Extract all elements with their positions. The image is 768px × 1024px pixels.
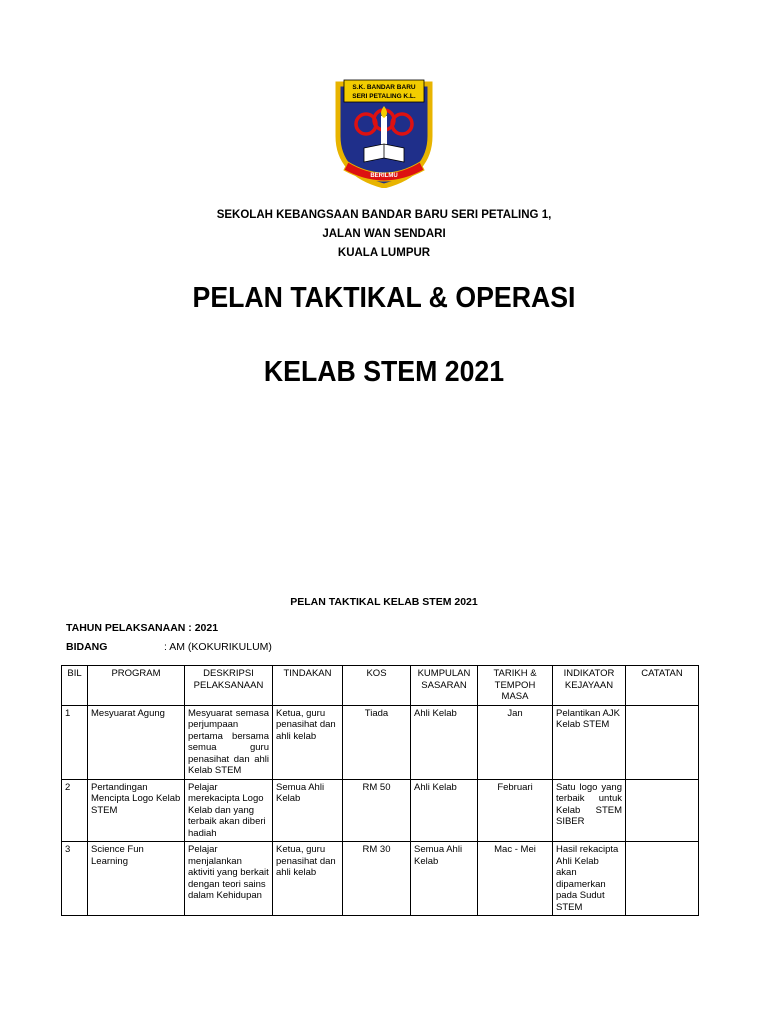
table-cell: Ahli Kelab — [411, 705, 478, 779]
table-row — [62, 779, 699, 842]
column-header: TARIKH & TEMPOH MASA — [478, 666, 553, 706]
table-cell: Ketua, guru penasihat dan ahli kelab — [273, 842, 343, 916]
table-cell: Science Fun Learning — [88, 842, 185, 916]
school-address — [0, 206, 768, 263]
column-header: CATATAN — [626, 666, 699, 706]
table-cell: Satu logo yang terbaik untuk Kelab STEM SIBER — [553, 779, 626, 842]
table-cell: Semua Ahli Kelab — [273, 779, 343, 842]
table-row — [62, 842, 699, 916]
table-cell: Pelajar merekacipta Logo Kelab dan yang terbaik akan diberi hadiah — [185, 779, 273, 842]
table-cell: Pelantikan AJK Kelab STEM — [553, 705, 626, 779]
column-header: KUMPULAN SASARAN — [411, 666, 478, 706]
svg-text:SERI PETALING K.L.: SERI PETALING K.L. — [352, 93, 416, 100]
table-cell: Semua Ahli Kelab — [411, 842, 478, 916]
column-header: PROGRAM — [88, 666, 185, 706]
plan-heading: PELAN TAKTIKAL KELAB STEM 2021 — [290, 596, 478, 608]
table-row — [62, 705, 699, 779]
column-header: BIL — [62, 666, 88, 706]
table-cell: Mac - Mei — [478, 842, 553, 916]
table-cell: Hasil rekacipta Ahli Kelab akan dipamerkan pada Sudut STEM — [553, 842, 626, 916]
implementation-year: TAHUN PELAKSANAAN : 2021 — [66, 622, 219, 634]
table-cell: Tiada — [343, 705, 411, 779]
table-cell: 1 — [62, 705, 88, 779]
table-cell: Pelajar menjalankan aktiviti yang berkait dengan teori sains dalam Kehidupan — [185, 842, 273, 916]
table-cell: RM 30 — [343, 842, 411, 916]
table-cell: 2 — [62, 779, 88, 842]
school-street: JALAN WAN SENDARI — [322, 228, 446, 240]
school-city: KUALA LUMPUR — [337, 247, 431, 259]
table-cell: RM 50 — [343, 779, 411, 842]
svg-text:BERILMU: BERILMU — [370, 173, 398, 179]
table-cell: Ketua, guru penasihat dan ahli kelab — [273, 705, 343, 779]
table-cell: Mesyuarat Agung — [88, 705, 185, 779]
field-label: BIDANG — [66, 641, 108, 653]
table-cell: Ahli Kelab — [411, 779, 478, 842]
school-name: SEKOLAH KEBANGSAAN BANDAR BARU SERI PETALING 1, — [216, 209, 552, 221]
svg-text:S.K. BANDAR BARU: S.K. BANDAR BARU — [352, 84, 416, 91]
field-row — [66, 641, 272, 653]
table-cell — [626, 705, 699, 779]
field-value: : AM (KOKURIKULUM) — [164, 641, 272, 653]
document-title: PELAN TAKTIKAL & OPERASI — [192, 282, 576, 314]
table-header-row — [62, 666, 699, 706]
column-header: DESKRIPSI PELAKSANAAN — [185, 666, 273, 706]
table-cell: 3 — [62, 842, 88, 916]
plan-table — [61, 665, 699, 916]
school-crest-icon — [330, 76, 438, 188]
column-header: INDIKATOR KEJAYAAN — [553, 666, 626, 706]
column-header: TINDAKAN — [273, 666, 343, 706]
table-cell — [626, 779, 699, 842]
table-cell: Februari — [478, 779, 553, 842]
table-cell: Jan — [478, 705, 553, 779]
table-cell — [626, 842, 699, 916]
document-subtitle: KELAB STEM 2021 — [263, 356, 505, 388]
column-header: KOS — [343, 666, 411, 706]
table-cell: Mesyuarat semasa perjumpaan pertama bersama semua guru penasihat dan ahli Kelab STEM — [185, 705, 273, 779]
table-cell: Pertandingan Mencipta Logo Kelab STEM — [88, 779, 185, 842]
